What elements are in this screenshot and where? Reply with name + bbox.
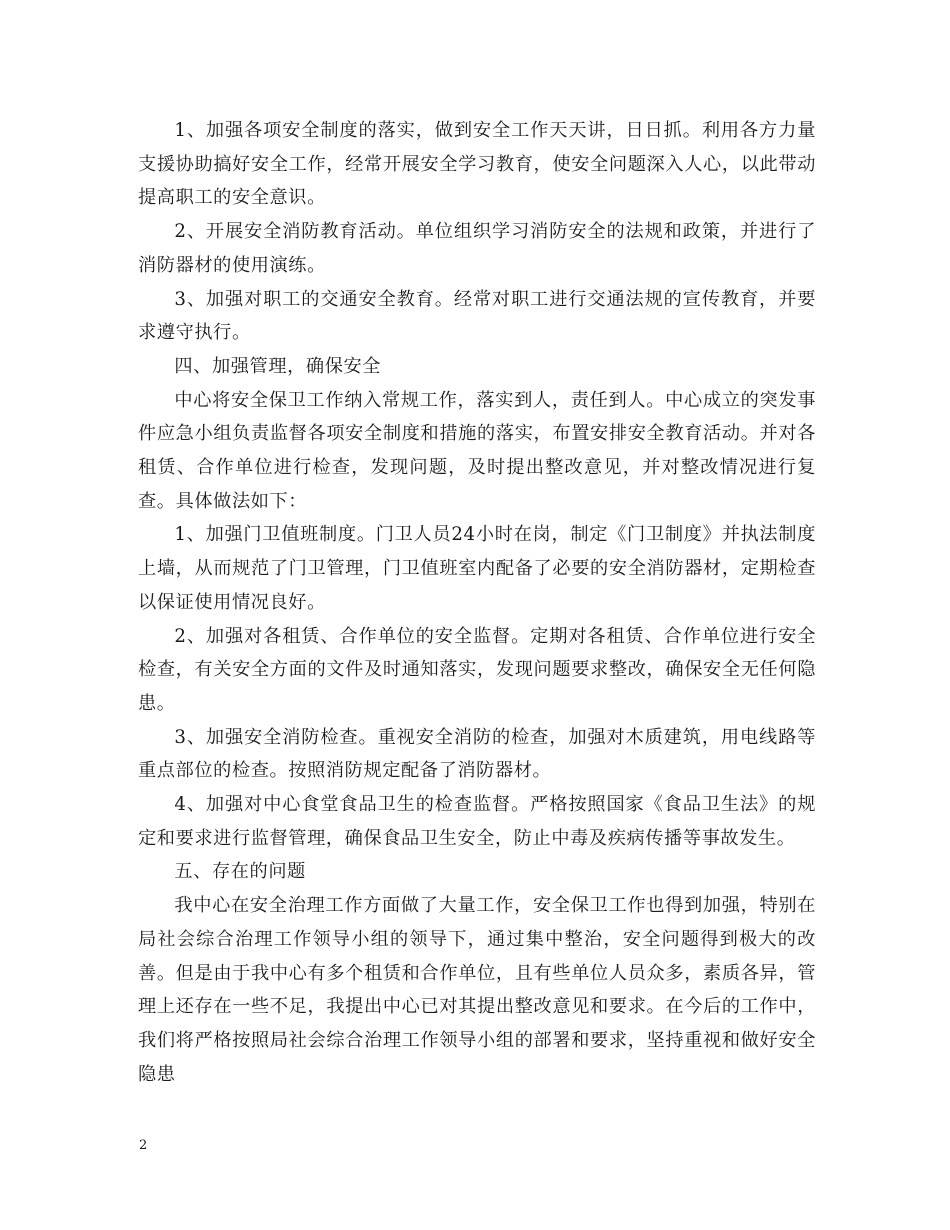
paragraph-problems: 我中心在安全治理工作方面做了大量工作，安全保卫工作也得到加强，特别在局社会综合治理工作领导小组的领导下，通过集中整治，安全问题得到极大的改善。但是由于我中心有多个租赁和合作单位，且有些单位人员众多，素质各异，管理上还存在一些不足，我提出中心已对其提出整改意见和要求。在今后的工作中，我们将严格按照局社会综合治理工作领导小组的部署和要求，坚持重视和做好安全隐患 — [138, 895, 816, 1085]
paragraph-traffic-education: 3、加强对职工的交通安全教育。经常对职工进行交通法规的宣传教育，并要求遵守执行。 — [138, 288, 816, 344]
paragraph-canteen-hygiene: 4、加强对中心食堂食品卫生的检查监督。严格按照国家《食品卫生法》的规定和要求进行监督管理，确保食品卫生安全，防止中毒及疾病传播等事故发生。 — [138, 794, 816, 849]
paragraph-safety-system: 1、加强各项安全制度的落实，做到安全工作天天讲，日日抓。利用各方力量支援协助搞好安全工作，经常开展安全学习教育，使安全问题深入人心，以此带动提高职工的安全意识。 — [138, 120, 816, 209]
paragraph-management-intro: 中心将安全保卫工作纳入常规工作，落实到人，责任到人。中心成立的突发事件应急小组负责监督各项安全制度和措施的落实，布置安排安全教育活动。并对各租赁、合作单位进行检查，发现问题，及时提出整改意见，并对整改情况进行复查。具体做法如下： — [138, 389, 816, 512]
paragraph-tenant-supervision: 2、加强对各租赁、合作单位的安全监督。定期对各租赁、合作单位进行安全检查，有关安全方面的文件及时通知落实，发现问题要求整改，确保安全无任何隐患。 — [138, 625, 816, 714]
section-heading-management: 四、加强管理，确保安全 — [174, 355, 382, 377]
document-body — [138, 114, 816, 1091]
section-heading-problems: 五、存在的问题 — [174, 861, 306, 883]
page-number: 2 — [139, 1138, 148, 1153]
paragraph-fire-education: 2、开展安全消防教育活动。单位组织学习消防安全的法规和政策，并进行了消防器材的使用演练。 — [138, 221, 816, 276]
paragraph-fire-inspection: 3、加强安全消防检查。重视安全消防的检查，加强对木质建筑，用电线路等重点部位的检查。按照消防规定配备了消防器材。 — [138, 726, 816, 782]
paragraph-gate-duty: 1、加强门卫值班制度。门卫人员24小时在岗，制定《门卫制度》并执法制度上墙，从而规范了门卫管理，门卫值班室内配备了必要的安全消防器材，定期检查以保证使用情况良好。 — [138, 524, 816, 613]
